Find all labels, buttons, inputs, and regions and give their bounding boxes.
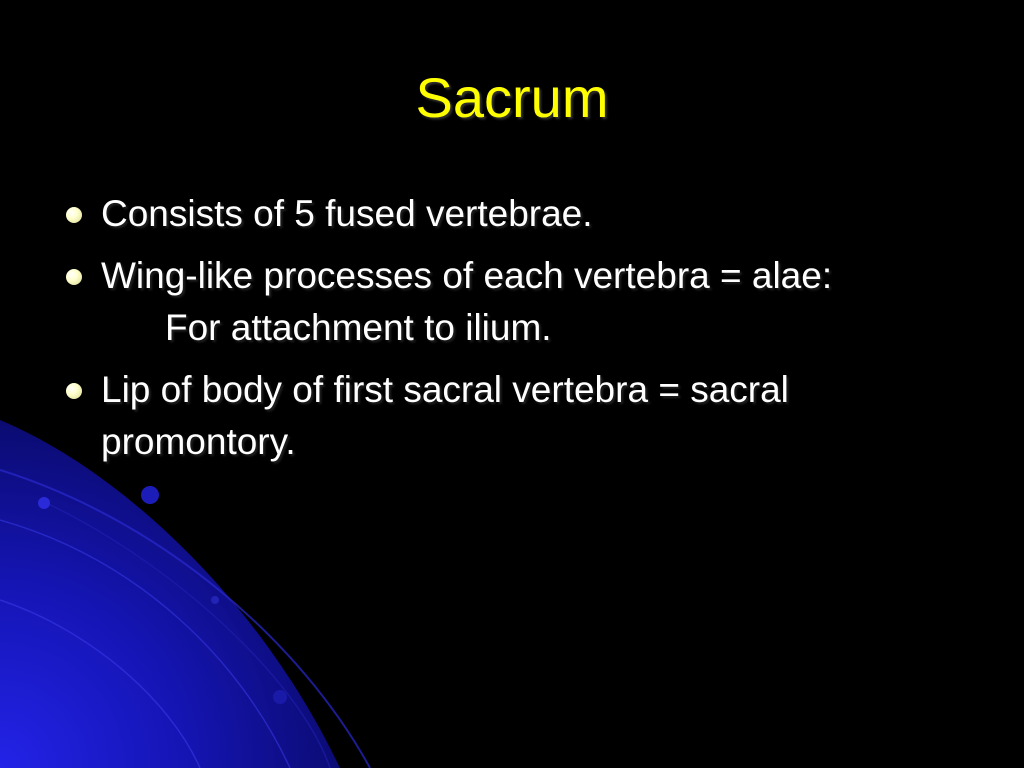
bullet-item (64, 250, 964, 302)
bullet-item (64, 188, 964, 240)
bullet-dot-icon (66, 207, 82, 223)
bullet-text: Consists of 5 fused vertebrae. (101, 193, 593, 234)
bullet-item (64, 364, 964, 468)
bullet-dot-icon (66, 269, 82, 285)
sub-item (64, 302, 964, 354)
slide-title: Sacrum (415, 66, 609, 129)
sub-item-text: For attachment to ilium. (165, 307, 552, 348)
bullet-text: Wing-like processes of each vertebra = alae: (101, 255, 833, 296)
bullet-list (64, 188, 964, 478)
bullet-text: Lip of body of first sacral vertebra = sacral promontory. (101, 369, 789, 462)
bullet-dot-icon (66, 383, 82, 399)
